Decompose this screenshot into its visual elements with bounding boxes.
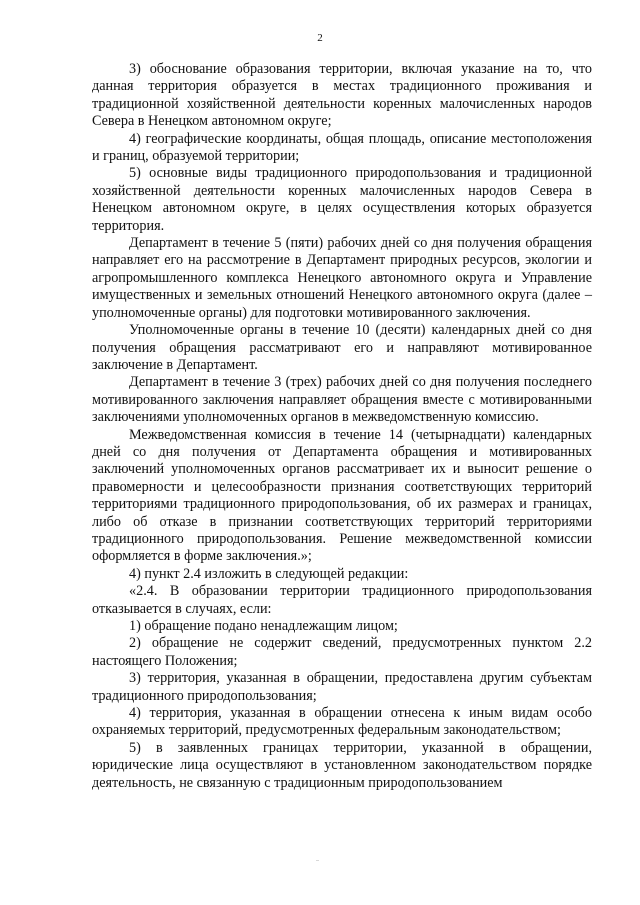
paragraph-refusal-item-4: 4) территория, указанная в обращении отнесена к иным видам особо охраняемых территорий, предусмотренных федеральным законодательством;	[92, 705, 592, 739]
page-number: 2	[317, 32, 323, 44]
paragraph-department-forwarding: Департамент в течение 3 (трех) рабочих дней со дня получения последнего мотивированного заключения направляет обращения вместе с мотивированными заключениями уполномоченных органов в межведомственную комиссию.	[92, 374, 592, 426]
paragraph-justification-item-3: 3) обоснование образования территории, включая указание на то, что данная территория образуется в местах традиционного проживания и традиционной хозяйственной деятельности коренных малочисленных народов Севера в Ненецком автономном округе;	[92, 61, 592, 130]
paragraph-commission-decision: Межведомственная комиссия в течение 14 (четырнадцати) календарных дней со дня получения от Департамента обращения и мотивированных заключений уполномоченных органов рассматривает их и выносит решение о правомерности и целесообразности признания соответствующих территорий территориями традиционного природопользования, об их размерах и границах, либо об отказе в признании соответствующих территорий территориями традиционного природопользования. Решение межведомственной комиссии оформляется в форме заключения.»;	[92, 426, 592, 565]
paragraph-refusal-item-2: 2) обращение не содержит сведений, предусмотренных пунктом 2.2 настоящего Положения;	[92, 635, 592, 669]
paragraph-authorized-bodies: Уполномоченные органы в течение 10 (десяти) календарных дней со дня получения обращения рассматривают его и направляют мотивированное заключение в Департамент.	[92, 322, 592, 373]
paragraph-refusal-item-1: 1) обращение подано ненадлежащим лицом;	[129, 618, 398, 634]
paragraph-refusal-item-3: 3) территория, указанная в обращении, предоставлена другим субъектам традиционного природопользования;	[92, 670, 592, 704]
document-body	[92, 61, 592, 792]
paragraph-amendment-point-4: 4) пункт 2.4 изложить в следующей редакции:	[129, 565, 409, 582]
paragraph-refusal-clause-2-4: «2.4. В образовании территории традиционного природопользования отказывается в случаях, если:	[92, 583, 592, 617]
paragraph-refusal-item-5: 5) в заявленных границах территории, указанной в обращении, юридические лица осуществляют в установленном законодательством порядке деятельность, не связанную с традиционным природопользованием	[92, 739, 592, 791]
scan-speck	[316, 860, 319, 861]
paragraph-activities-item-5: 5) основные виды традиционного природопользования и традиционной хозяйственной деятельности коренных малочисленных народов Севера в Ненецком автономном округе, в целях осуществления которых образуется территория.	[92, 165, 592, 234]
paragraph-coordinates-item-4: 4) географические координаты, общая площадь, описание местоположения и границ, образуемой территории;	[92, 130, 592, 165]
paragraph-department-referral: Департамент в течение 5 (пяти) рабочих дней со дня получения обращения направляет его на рассмотрение в Департамент природных ресурсов, экологии и агропромышленного комплекса Ненецкого автономного округа и Управление имущественных и земельных отношений Ненецкого автономного округа (далее – уполномоченные органы) для подготовки мотивированного заключения.	[92, 235, 592, 321]
